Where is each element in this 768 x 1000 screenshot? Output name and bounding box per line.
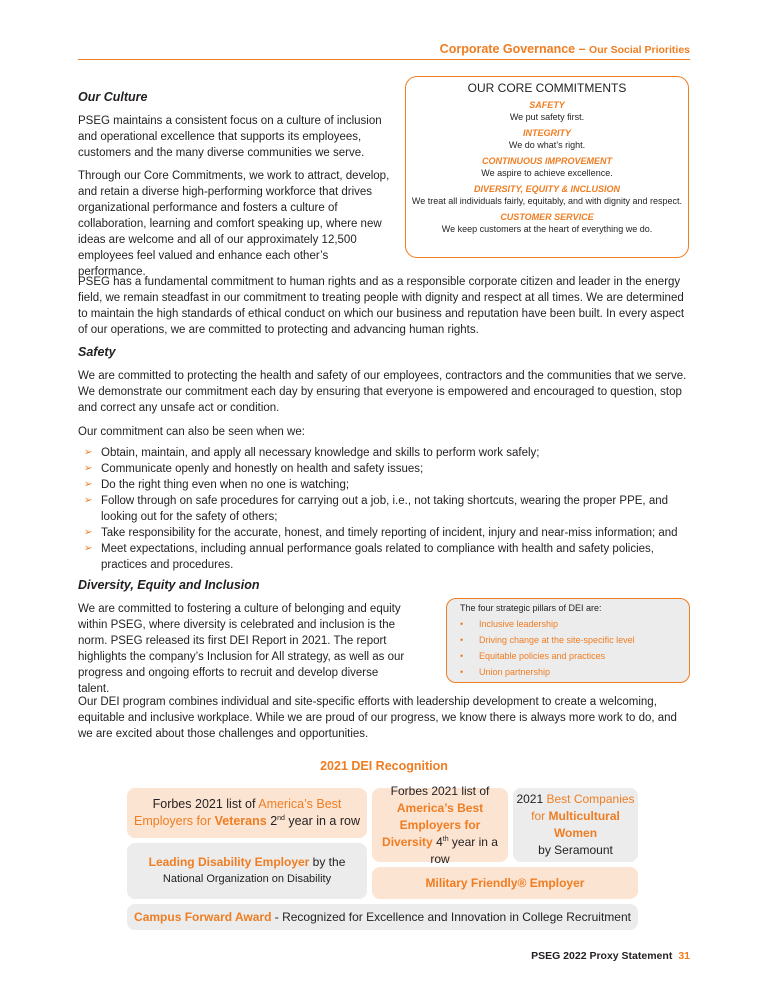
pillar-text: Inclusive leadership [479, 619, 559, 629]
bullet-text: Take responsibility for the accurate, honest, and timely reporting of incident, injury and near-miss information; and [101, 527, 678, 539]
header-dash: – [575, 42, 590, 56]
award-veterans [127, 788, 367, 838]
award-bold: Diversity [382, 834, 433, 849]
arrow-bullet-icon: ➢ [84, 543, 93, 554]
bullet-text: Communicate openly and honestly on health and safety issues; [101, 463, 424, 475]
human-rights-paragraph: PSEG has a fundamental commitment to human rights and as a responsible corporate citizen and leader in the energy field, we remain steadfast in our commitment to treating people with dignity and respect at all times. We are determined to maintain the high standards of ethical conduct on which our business and reputation have been built. In every aspect of our operations, we are committed to protecting and advancing human rights. [78, 276, 685, 336]
award-bold: America’s Best [396, 800, 484, 815]
bullet-text: Follow through on safe procedures for carrying out a job, i.e., not taking shortcuts, wearing the proper PPE, and looking out for the safety of others; [101, 495, 669, 523]
award-line [153, 796, 342, 813]
award-bold: Campus Forward Award [134, 909, 272, 924]
footer-label: PSEG 2022 Proxy Statement [531, 950, 673, 962]
header-rule [78, 59, 690, 60]
core-item-desc: We put safety first. [509, 112, 585, 122]
list-item [78, 541, 690, 573]
culture-heading: Our Culture [78, 90, 148, 104]
award-highlight: Best Companies [546, 792, 635, 806]
core-item-name: CONTINUOUS IMPROVEMENT [481, 156, 612, 166]
dei-paragraph-2: Our DEI program combines individual and site-specific efforts with leadership development to create a welcoming, equitable and inclusive workplace. While we are proud of our progress, we know there is always more work to do, and we are excited about those challenges and opportunities. [78, 696, 677, 740]
core-commitments-box [405, 76, 689, 258]
award-text: 2021 [516, 792, 547, 806]
award-disability [127, 843, 367, 899]
arrow-bullet-icon: ➢ [84, 527, 93, 538]
award-text: National Organization on Disability [162, 873, 332, 885]
award-text: 4 [432, 834, 443, 849]
safety-heading: Safety [78, 345, 116, 359]
award-text: year in a row [284, 814, 360, 828]
award-text: - Recognized for Excellence and Innovation in College Recruitment [271, 909, 631, 924]
award-campus-forward [127, 904, 638, 930]
core-item-name: DIVERSITY, EQUITY & INCLUSION [473, 184, 621, 194]
core-item-name: INTEGRITY [522, 128, 571, 138]
award-text: Forbes 2021 list of [390, 783, 490, 798]
list-item [78, 445, 690, 461]
ordinal-suffix: nd [277, 814, 285, 822]
culture-paragraph-2: Through our Core Commitments, we work to attract, develop, and retain a diverse high-performing workforce that drives organizational performance and fosters a culture of collaboration, learning and comfort speaking up, where new ideas are welcome and all of our approximately 12,500 employees feel valued and enhance each other’s performance. [78, 170, 390, 278]
bullet-text: Obtain, maintain, and apply all necessary knowledge and skills to perform work safely; [101, 447, 540, 459]
award-line [134, 813, 360, 830]
bullet-dot-icon: • [460, 635, 464, 645]
award-bold: Military Friendly® Employer [425, 875, 585, 890]
bullet-dot-icon: • [460, 619, 464, 629]
ordinal-suffix: th [442, 835, 449, 843]
page-footer [531, 950, 690, 962]
award-bold: Women [553, 826, 598, 840]
header-subsection: Our Social Priorities [589, 44, 690, 56]
list-item [460, 616, 689, 632]
award-bold: Multicultural [548, 809, 620, 823]
page-number: 31 [678, 950, 690, 962]
award-text: 2 [266, 814, 278, 828]
pillar-text: Equitable policies and practices [479, 651, 606, 661]
pillar-text: Union partnership [479, 667, 551, 677]
award-text: Forbes 2021 list of [152, 797, 259, 811]
list-item [78, 477, 690, 493]
core-item-continuous-improvement [406, 155, 688, 180]
header-section: Corporate Governance [439, 42, 576, 56]
award-highlight: America’s Best [258, 797, 342, 811]
arrow-bullet-icon: ➢ [84, 447, 93, 458]
list-item [460, 664, 689, 680]
list-item [460, 648, 689, 664]
safety-bullet-list [78, 445, 690, 573]
core-item-desc: We aspire to achieve excellence. [481, 168, 613, 178]
core-item-desc: We keep customers at the heart of everything we do. [441, 224, 653, 234]
arrow-bullet-icon: ➢ [84, 463, 93, 474]
core-item-integrity [406, 127, 688, 152]
arrow-bullet-icon: ➢ [84, 479, 93, 490]
award-bold: Leading Disability Employer [148, 855, 310, 869]
core-item-desc: We do what’s right. [508, 140, 586, 150]
safety-paragraph-1: We are committed to protecting the health and safety of our employees, contractors and the communities that we serve. We demonstrate our commitment each day by ensuring that everyone is empowered and encouraged to question, stop and correct any unsafe act or condition. [78, 370, 687, 414]
core-item-dei [406, 183, 688, 208]
award-text: year in a row [430, 834, 498, 866]
list-item [460, 632, 689, 648]
core-item-desc: We treat all individuals fairly, equitably, and with dignity and respect. [411, 196, 683, 206]
core-item-safety [406, 99, 688, 124]
award-military-friendly [372, 867, 638, 899]
core-item-customer-service [406, 211, 688, 236]
bullet-dot-icon: • [460, 651, 464, 661]
award-diversity [372, 783, 508, 866]
culture-paragraph-1: PSEG maintains a consistent focus on a culture of inclusion and operational excellence that supports its employees, customers and the many diverse communities we serve. [78, 115, 382, 159]
bullet-text: Do the right thing even when no one is watching; [101, 479, 350, 491]
bullet-dot-icon: • [460, 667, 464, 677]
award-text: by the [309, 855, 346, 869]
dei-paragraph-1: We are committed to fostering a culture of belonging and equity within PSEG, where diversity is celebrated and inclusion is the norm. PSEG released its first DEI Report in 2021. The report highlights the company’s Inclusion for All strategy, as well as our progress and ongoing efforts to recruit and develop diverse talent. [78, 603, 405, 695]
core-commitments-title: OUR CORE COMMITMENTS [467, 81, 627, 95]
recognition-title: 2021 DEI Recognition [320, 759, 448, 773]
list-item [78, 461, 690, 477]
award-text: by Seramount [538, 843, 613, 857]
bullet-text: Meet expectations, including annual performance goals related to compliance with health and safety policies, practices and procedures. [101, 543, 654, 571]
list-item [78, 493, 690, 525]
running-header [440, 42, 690, 56]
core-item-name: SAFETY [529, 100, 565, 110]
list-item [78, 525, 690, 541]
award-best-companies [513, 788, 638, 862]
award-bold: Employers for [399, 817, 481, 832]
pillar-text: Driving change at the site-specific level [479, 635, 635, 645]
safety-paragraph-2: Our commitment can also be seen when we: [78, 426, 305, 438]
dei-pillars-box [446, 598, 690, 683]
arrow-bullet-icon: ➢ [84, 495, 93, 506]
pillars-title: The four strategic pillars of DEI are: [460, 603, 602, 613]
award-highlight: for [531, 809, 549, 823]
core-item-name: CUSTOMER SERVICE [500, 212, 594, 222]
dei-heading: Diversity, Equity and Inclusion [78, 578, 260, 592]
award-bold: Veterans [214, 814, 267, 828]
award-highlight: Employers for [134, 814, 215, 828]
pillars-list [460, 616, 689, 680]
